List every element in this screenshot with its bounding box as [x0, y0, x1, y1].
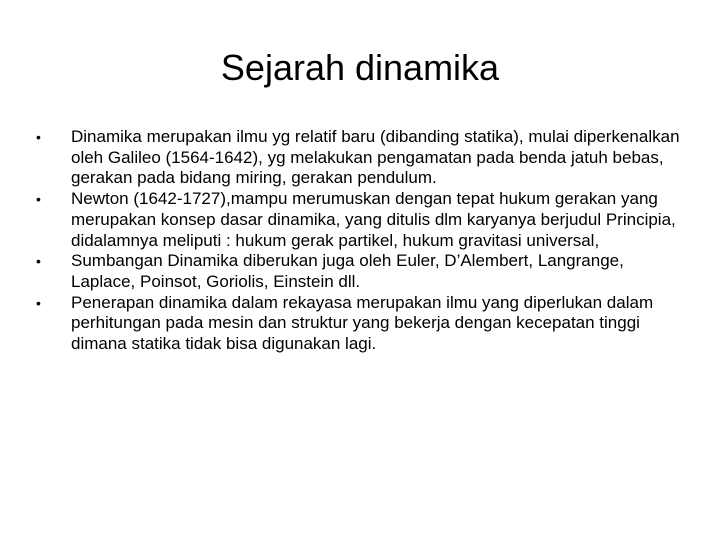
bullet-text: Penerapan dinamika dalam rekayasa merupakan ilmu yang diperlukan dalam perhitungan pada mesin dan struktur yang bekerja dengan kecepatan tinggi dimana statika tidak bisa digunakan lagi.	[71, 292, 654, 354]
bullet-icon: •	[36, 191, 41, 208]
bullet-item-galileo	[36, 127, 686, 189]
bullet-text: Dinamika merupakan ilmu yg relatif baru (dibanding statika), mulai diperkenalkan oleh Galileo (1564-1642), yg melakukan pengamatan pada benda jatuh bebas, gerakan pada bidang miring, gerakan pendulum.	[71, 127, 680, 188]
bullet-list	[36, 127, 686, 355]
bullet-item-contributors	[36, 251, 686, 292]
bullet-item-newton	[36, 189, 686, 251]
bullet-icon: •	[36, 253, 41, 270]
bullet-item-application	[36, 293, 686, 355]
bullet-text: Newton (1642-1727),mampu merumuskan dengan tepat hukum gerakan yang merupakan konsep dasar dinamika, yang ditulis dlm karyanya berjudul Principia, didalamnya meliputi : hukum gerak partikel, hukum gravitasi universal,	[71, 189, 676, 250]
bullet-icon: •	[36, 129, 41, 145]
bullet-text: Sumbangan Dinamika diberukan juga oleh Euler, D’Alembert, Langrange, Laplace, Poinsot, Goriolis, Einstein dll.	[71, 251, 624, 291]
slide-title: Sejarah dinamika	[220, 47, 500, 88]
bullet-icon: •	[36, 294, 41, 311]
